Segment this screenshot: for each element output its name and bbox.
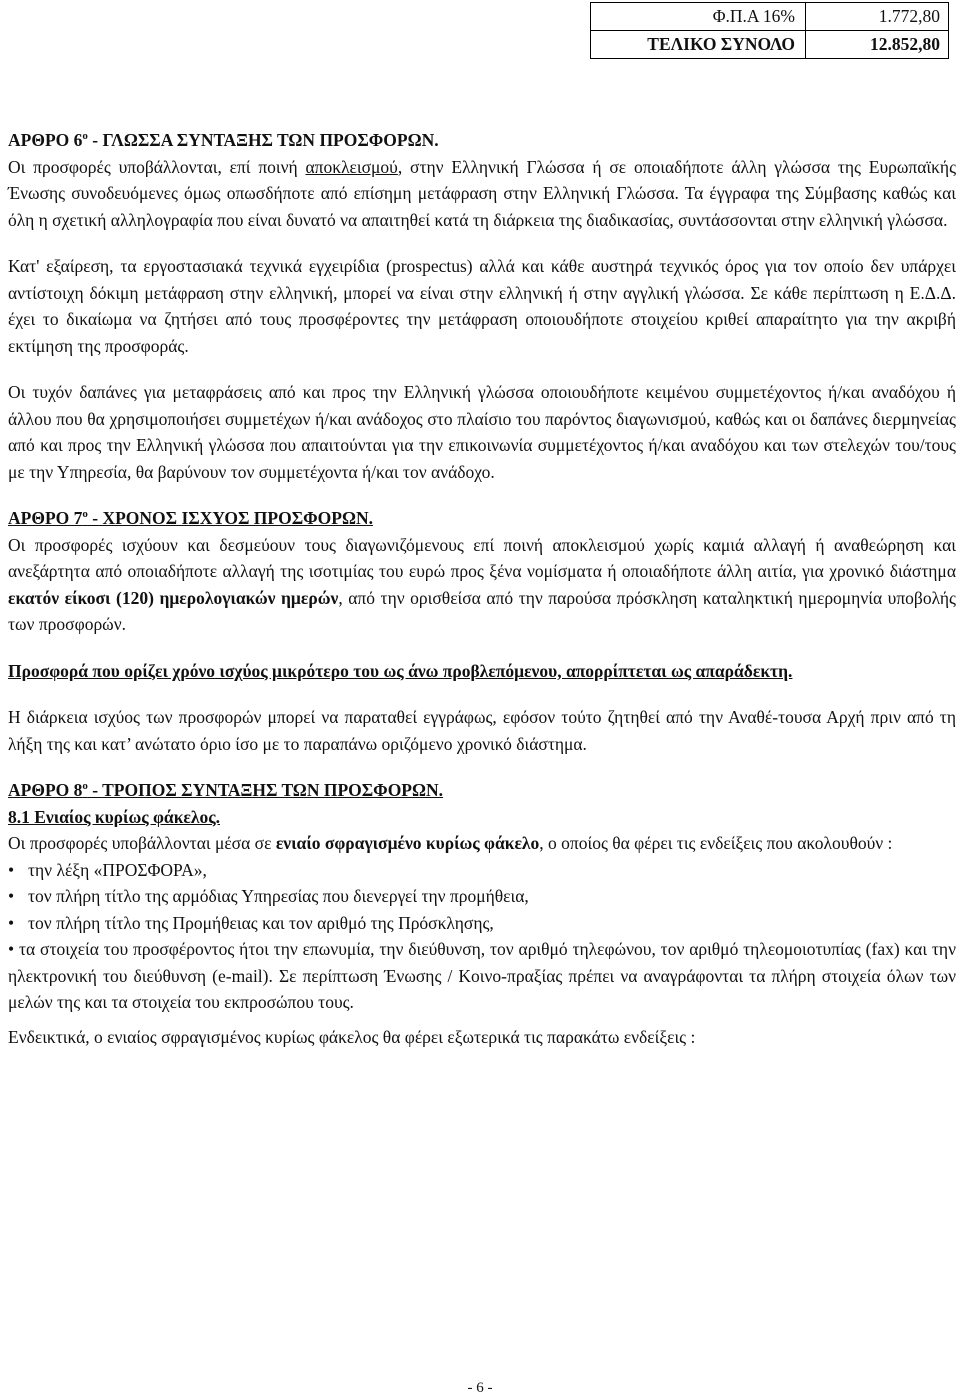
- list-item-text: την λέξη «ΠΡΟΣΦΟΡΑ»,: [28, 859, 207, 880]
- bullet-icon: •: [8, 859, 15, 880]
- list-item-text: τα στοιχεία του προσφέροντος ήτοι την επωνυμία, την διεύθυνση, τον αριθμό τηλεφώνου, τον αριθμό τηλεομοιοτυπίας (fax) και την ηλεκτρονική του διεύθυνση (e-mail). Σε περίπτωση Ένωσης / Κοινο-πραξίας πρέπει να αναγράφονται τα πλήρη στοιχεία όλων των μελών της και τα στοιχεία του εκπροσώπου τους.: [8, 939, 956, 1012]
- grand-total-label: ΤΕΛΙΚΟ ΣΥΝΟΛΟ: [591, 31, 806, 59]
- article-6-paragraph-3: Οι τυχόν δαπάνες για μεταφράσεις από και προς την Ελληνική γλώσσα οποιουδήποτε κειμένου συμμετέχοντος ή/και αναδόχου ή άλλου που θα χρησιμοποιήσει συμμετέχων ή/και ανάδοχος στο πλαίσιο του παρόντος διαγωνισμού, καθώς και οι δαπάνες διερμηνείας από και προς την Ελληνική γλώσσα που απαιτούνται για την επικοινωνία συμμετέχοντος ή/και αναδόχου και των στελεχών του/τους με την Υπηρεσία, θα βαρύνουν τον συμμετέχοντα ή/και τον ανάδοχο.: [8, 382, 956, 482]
- article-7-heading-pre: ΑΡΘΡΟ 7: [8, 508, 83, 528]
- grand-total-value: 12.852,80: [806, 31, 949, 59]
- article-6-heading-sup: ο: [82, 130, 88, 143]
- bullet-icon: •: [8, 939, 19, 959]
- text-run: Οι προσφορές υποβάλλονται, επί ποινή: [8, 156, 306, 177]
- envelope-markings-list: [8, 857, 956, 1016]
- vat-label: Φ.Π.Α 16%: [591, 3, 806, 31]
- article-7-heading: [8, 505, 956, 532]
- article-8-heading-sup: ο: [82, 780, 88, 793]
- bullet-icon: •: [8, 912, 15, 933]
- article-6-paragraph-1: [8, 154, 956, 234]
- article-8-paragraph-1: [8, 830, 956, 857]
- text-run: , στην Ελληνική Γλώσσα ή σε οποιαδήποτε άλλη γλώσσα της Ευρωπαϊκής Ένωσης συνοδευόμενες όμως οπωσδήποτε από επίσημη μετάφραση στην Ελληνική Γλώσσα. Τα έγγραφα της Σύμβασης καθώς και όλη η σχετική αλληλογραφία που είναι δυνατό να απαιτηθεί κατά τη διάρκεια της διαδικασίας, συντάσσονται στην ελληνική γλώσσα.: [8, 156, 957, 230]
- list-item: [8, 936, 956, 1016]
- text-run: Οι προσφορές ισχύουν και δεσμεύουν τους διαγωνιζόμενους επί ποινή αποκλεισμού χωρίς καμιά αλλαγή ή αναθεώρηση και ανεξάρτητα από οποιαδήποτε αλλαγή της ισοτιμίας του ευρώ προς ξένα νομίσματα ή οποιαδήποτε άλλη αιτία, για χρονικό διάστημα: [8, 534, 956, 581]
- article-6-heading-pre: ΑΡΘΡΟ 6: [8, 130, 83, 150]
- grand-total-row: [591, 31, 949, 59]
- underlined-word: αποκλεισμού: [305, 156, 398, 177]
- vat-value: 1.772,80: [806, 3, 949, 31]
- list-item: [8, 910, 956, 937]
- text-run: , ο οποίος θα φέρει τις ενδείξεις που ακολουθούν :: [539, 833, 893, 853]
- section-8-1-heading: 8.1 Ενιαίος κυρίως φάκελος.: [8, 806, 220, 827]
- list-item-text: τον πλήρη τίτλο της αρμόδιας Υπηρεσίας που διενεργεί την προμήθεια,: [28, 886, 529, 906]
- article-6-heading: [8, 127, 956, 154]
- document-body: [8, 127, 956, 1050]
- text-run: , από την ορισθείσα από την παρούσα πρόσκληση καταληκτική ημερομηνία υποβολής των προσφορών.: [8, 587, 956, 634]
- text-run: Οι προσφορές υποβάλλονται μέσα σε: [8, 833, 276, 853]
- list-item-text: τον πλήρη τίτλο της Προμήθειας και τον αριθμό της Πρόσκλησης,: [28, 912, 494, 933]
- article-6-heading-post: - ΓΛΩΣΣΑ ΣΥΝΤΑΞΗΣ ΤΩΝ ΠΡΟΣΦΟΡΩΝ.: [87, 130, 439, 150]
- article-8-heading: [8, 777, 956, 804]
- page-number: - 6 -: [467, 1380, 493, 1396]
- article-7-heading-post: - ΧΡΟΝΟΣ ΙΣΧΥΟΣ ΠΡΟΣΦΟΡΩΝ.: [87, 508, 373, 528]
- article-6-paragraph-2: Κατ' εξαίρεση, τα εργοστασιακά τεχνικά εγχειρίδια (prospectus) αλλά και κάθε αυστηρά τεχνικός όρος για τον οποίο δεν υπάρχει αντίστοιχη δόκιμη μετάφραση στην ελληνική, μπορεί να είναι στην ελληνική ή στην αγγλική γλώσσα. Σε κάθε περίπτωση η Ε.Δ.Δ. έχει το δικαίωμα να ζητήσει από τους προσφέροντες την μετάφραση οποιουδήποτε στοιχείου κριθεί απαραίτητο για την ακριβή εκτίμηση της προσφοράς.: [8, 256, 956, 356]
- article-7-warning: Προσφορά που ορίζει χρόνο ισχύος μικρότερο του ως άνω προβλεπόμενου, απορρίπτεται ως απαράδεκτη.: [8, 660, 793, 681]
- list-item: [8, 857, 956, 884]
- bold-envelope: ενιαίο σφραγισμένο κυρίως φάκελο: [275, 833, 540, 853]
- article-7-paragraph-1: [8, 532, 956, 638]
- article-7-heading-sup: ο: [82, 508, 88, 521]
- bold-duration: εκατόν είκοσι (120) ημερολογιακών ημερών: [8, 587, 339, 608]
- article-7-paragraph-2: Η διάρκεια ισχύος των προσφορών μπορεί να παραταθεί εγγράφως, εφόσον τούτο ζητηθεί από την Αναθέ-τουσα Αρχή πριν από τη λήξη της και κατ’ ανώτατο όριο ίσο με το παραπάνω οριζόμενο χρονικό διάστημα.: [8, 707, 956, 754]
- article-8-heading-post: - ΤΡΟΠΟΣ ΣΥΝΤΑΞΗΣ ΤΩΝ ΠΡΟΣΦΟΡΩΝ.: [87, 780, 444, 800]
- totals-table: [590, 2, 949, 59]
- vat-row: [591, 3, 949, 31]
- article-8-paragraph-2: Ενδεικτικά, ο ενιαίος σφραγισμένος κυρίως φάκελος θα φέρει εξωτερικά τις παρακάτω ενδείξεις :: [8, 1026, 696, 1047]
- bullet-icon: •: [8, 886, 15, 906]
- list-item: [8, 883, 956, 910]
- article-8-heading-pre: ΑΡΘΡΟ 8: [8, 780, 83, 800]
